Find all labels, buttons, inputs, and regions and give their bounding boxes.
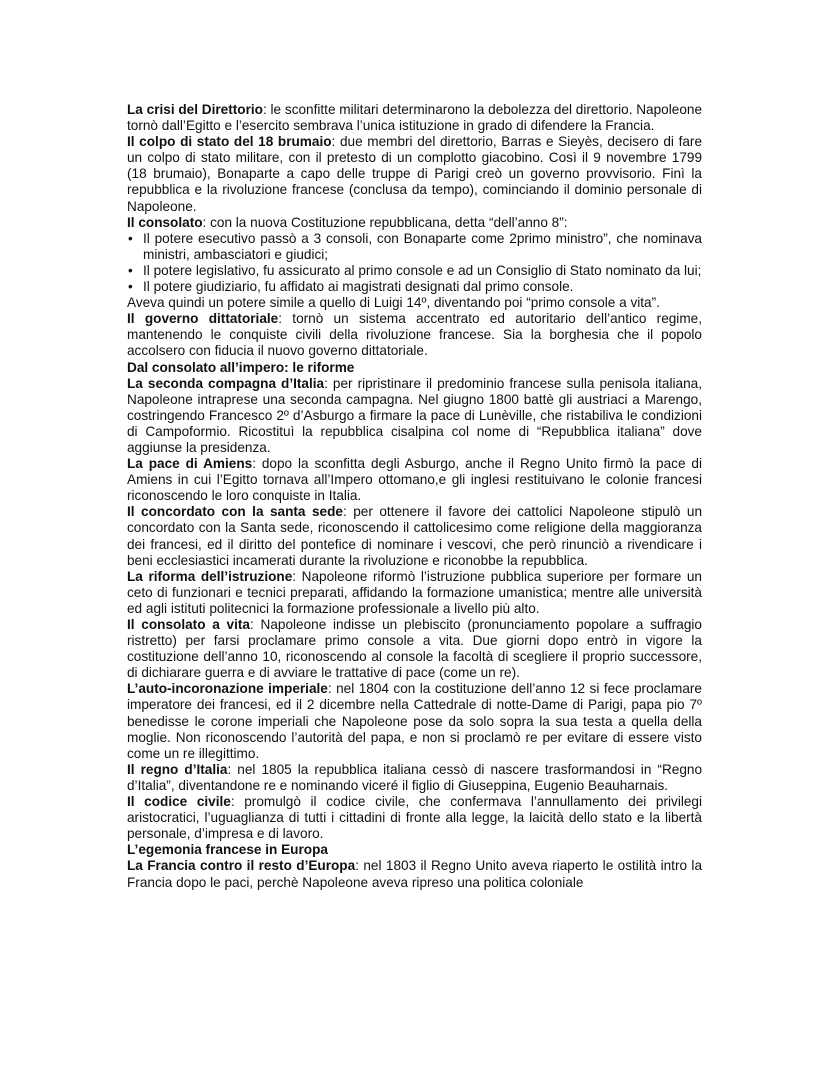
paragraph-consolato-after: Aveva quindi un potere simile a quello di Luigi 14º, diventando poi “primo console a vita”. [127,295,660,311]
consolato-powers-list [127,231,702,295]
paragraph-title: Il consolato [127,214,203,230]
paragraph-text: : per ripristinare il predominio francese sulla penisola italiana, Napoleone intraprese una seconda campagna. Nel giugno 1800 battè gli austriaci a Marengo, costringendo Francesco 2º d’Asburgo a firmare la pace di Lunèville, che ristabiliva le condizioni di Campoformio. Ricostituì la repubblica cisalpina col nome di “Repubblica italiana” dove aggiunse la presidenza. [127,375,702,455]
document-page [127,102,702,891]
paragraph-title: La riforma dell’istruzione [127,568,293,584]
paragraph-auto-incoronazione [127,681,702,761]
list-item: • Il potere legislativo, fu assicurato al primo console e ad un Consiglio di Stato nominato da lui; [127,263,702,279]
paragraph-text: : dopo la sconfitta degli Asburgo, anche il Regno Unito firmò la pace di Amiens in cui l’Egitto tornava all’Impero ottomano,e gli inglesi restituivano le colonie francesi riconoscendo le loro conquiste in Italia. [127,456,702,504]
paragraph-text: : Napoleone indisse un plebiscito (pronunciamento popolare a suffragio ristretto) per farsi proclamare primo console a vita. Due giorni dopo entrò in vigore la costituzione dell’anno 10, riconoscendo al console la facoltà di scegliere il proprio successore, di dichiarare guerra e di avviare le trattative di pace (come un re). [127,617,702,681]
paragraph-text: : con la nuova Costituzione repubblicana, detta “dell’anno 8”: [202,214,568,230]
paragraph-title: Il governo dittatoriale [127,311,279,327]
paragraph-crisi-direttorio [127,102,702,134]
paragraph-francia-contro-europa [127,858,702,890]
paragraph-pace-amiens [127,456,702,504]
paragraph-text: : nel 1804 con la costituzione dell’anno 12 si fece proclamare imperatore dei francesi, ed il 2 dicembre nella Cattedrale di notte-Dame di Parigi, papa pio 7º benedisse le corone imperiali che Napoleone pose da solo sopra la sua testa a quella della moglie. Non riconoscendo l’autorità del papa, e non si proclamò re per evitare di essere visto come un re illegittimo. [127,681,702,761]
paragraph-text: : promulgò il codice civile, che confermava l’annullamento dei privilegi aristocratici, l’uguaglianza di tutti i cittadini di fronte alla legge, la laicità dello stato e la libertà personale, d’impresa e di lavoro. [127,794,702,842]
paragraph-title: Il codice civile [127,794,231,810]
paragraph-title: Il consolato a vita [127,617,250,632]
list-item: • Il potere esecutivo passò a 3 consoli, con Bonaparte come 2primo ministro”, che nominava ministri, ambasciatori e giudici; [127,231,702,263]
paragraph-regno-italia [127,762,702,794]
section-heading-egemonia: L’egemonia francese in Europa [127,842,328,858]
paragraph-concordato [127,504,702,568]
paragraph-text: : Napoleone riformò l’istruzione pubblica superiore per formare un ceto di funzionari e tecnici preparati, affidando la formazione umanistica; mentre alle università ed agli istituti politecnici la formazione professionale a livello più alto. [127,568,702,616]
paragraph-title: La seconda compagna d’Italia [127,375,325,391]
paragraph-riforma-istruzione [127,569,702,617]
paragraph-title: La pace di Amiens [127,456,253,472]
paragraph-text: : tornò un sistema accentrato ed autoritario dell’antico regime, mantenendo le conquiste civili della rivoluzione francese. Sia la borghesia che il popolo accolsero con fiducia il nuovo governo dittatoriale. [127,311,702,359]
paragraph-title: Il regno d’Italia [127,761,228,777]
paragraph-title: La crisi del Direttorio [127,102,263,117]
section-heading-riforme: Dal consolato all’impero: le riforme [127,359,355,375]
paragraph-text: : due membri del direttorio, Barras e Sieyès, decisero di fare un colpo di stato militare, con il pretesto di un complotto giacobino. Così il 9 novembre 1799 (18 brumaio), Bonaparte a capo delle truppe di Parigi creò un governo provvisorio. Finì la repubblica e la rivoluzione francese (conclusa da tempo), cominciando il dominio personale di Napoleone. [127,134,702,214]
paragraph-text: : per ottenere il favore dei cattolici Napoleone stipulò un concordato con la Santa sede, riconoscendo il cattolicesimo come religione della maggioranza dei francesi, ed il diritto del pontefice di nominare i vescovi, che però rinunciò a rivendicare i beni ecclesiastici incamerati durante la rivoluzione e riconobbe la repubblica. [127,504,703,568]
paragraph-governo-dittatoriale [127,311,702,359]
paragraph-codice-civile [127,794,702,842]
paragraph-text: : nel 1805 la repubblica italiana cessò di nascere trasformandosi in “Regno d’Italia”, diventandone re e nominando viceré il figlio di Giuseppina, Eugenio Beauharnais. [127,761,702,793]
list-item: • Il potere giudiziario, fu affidato ai magistrati designati dal primo console. [127,279,702,295]
paragraph-consolato [127,215,702,231]
paragraph-title: L’auto-incoronazione imperiale [127,681,328,697]
paragraph-seconda-campagna [127,376,702,456]
paragraph-consolato-a-vita [127,617,702,681]
paragraph-title: Il concordato con la santa sede [127,504,343,520]
paragraph-title: La Francia contro il resto d’Europa [127,858,356,874]
paragraph-colpo-di-stato [127,134,702,214]
paragraph-title: Il colpo di stato del 18 brumaio [127,134,332,150]
paragraph-text: : le sconfitte militari determinarono la debolezza del direttorio. Napoleone tornò dall’Egitto e l’esercito sembrava l’unica istituzione in grado di difendere la Francia. [127,102,703,134]
paragraph-text: : nel 1803 il Regno Unito aveva riaperto le ostilità intro la Francia dopo le paci, perchè Napoleone aveva ripreso una politica coloniale [127,858,703,890]
